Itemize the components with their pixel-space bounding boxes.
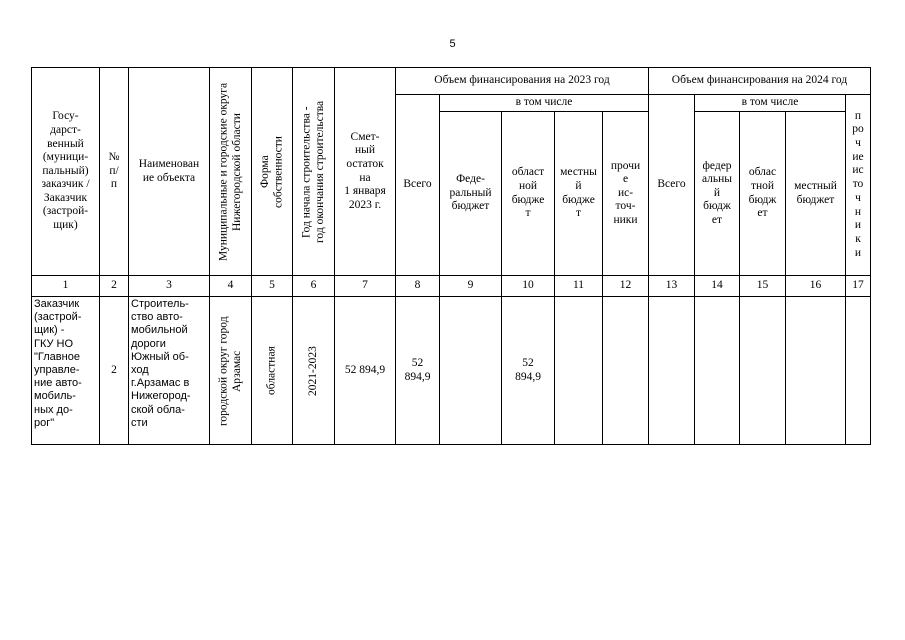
header-total-2024: Всего [649, 95, 695, 276]
col-number: 17 [846, 276, 871, 297]
col-number: 9 [440, 276, 502, 297]
col-number: 7 [335, 276, 396, 297]
cell-regional-2023: 52 894,9 [502, 297, 555, 445]
header-local-2024: местный бюджет [786, 112, 846, 276]
cell-federal-2024 [695, 297, 740, 445]
cell-total-2024 [649, 297, 695, 445]
header-regional-2024: облас тной бюдж ет [740, 112, 786, 276]
col-number: 1 [32, 276, 100, 297]
cell-regional-2024 [740, 297, 786, 445]
cell-local-2023 [555, 297, 603, 445]
header-federal-2024: федер альны й бюдж ет [695, 112, 740, 276]
financing-table [31, 67, 871, 445]
col-number: 12 [603, 276, 649, 297]
col-number: 3 [129, 276, 210, 297]
col-number: 11 [555, 276, 603, 297]
col-number: 2 [100, 276, 129, 297]
header-municipality: Муниципальные и городские округа Нижегородской области [210, 68, 252, 276]
header-object-name: Наименован ие объекта [129, 68, 210, 276]
header-estimate: Смет- ный остаток на 1 января 2023 г. [335, 68, 396, 276]
header-number: № п/ п [100, 68, 129, 276]
header-regional-2023: област ной бюдже т [502, 112, 555, 276]
cell-federal-2023 [440, 297, 502, 445]
table-row [32, 297, 871, 445]
cell-local-2024 [786, 297, 846, 445]
col-number: 6 [293, 276, 335, 297]
header-federal-2023: Феде- ральный бюджет [440, 112, 502, 276]
header-fin-2023: Объем финансирования на 2023 год [396, 68, 649, 95]
col-number: 4 [210, 276, 252, 297]
cell-other-2024 [846, 297, 871, 445]
col-number: 15 [740, 276, 786, 297]
header-other-2024: п ро ч ие ис то ч н и к и [846, 95, 871, 276]
col-number: 13 [649, 276, 695, 297]
header-other-2023: прочи е ис- точ- ники [603, 112, 649, 276]
col-number: 8 [396, 276, 440, 297]
header-local-2023: местны й бюдже т [555, 112, 603, 276]
cell-number: 2 [100, 297, 129, 445]
col-number: 5 [252, 276, 293, 297]
col-number: 14 [695, 276, 740, 297]
cell-ownership: областная [252, 297, 293, 445]
cell-customer: Заказчик (застрой- щик) - ГКУ НО "Главное управле- ние авто- мобиль- ных до- рог" [32, 297, 100, 445]
page-number: 5 [449, 38, 456, 50]
cell-other-2023 [603, 297, 649, 445]
header-ownership: Форма собственности [252, 68, 293, 276]
header-fin-2024: Объем финансирования на 2024 год [649, 68, 871, 95]
cell-total-2023: 52 894,9 [396, 297, 440, 445]
col-number: 10 [502, 276, 555, 297]
cell-years: 2021-2023 [293, 297, 335, 445]
header-years: Год начала строительства - год окончания строительства [293, 68, 335, 276]
header-including-2024: в том числе [695, 95, 846, 112]
header-including-2023: в том числе [440, 95, 649, 112]
cell-estimate-remainder: 52 894,9 [335, 297, 396, 445]
cell-object: Строитель- ство авто- мобильной дороги Южный об- ход г.Арзамас в Нижегород- ской обла- сти [129, 297, 210, 445]
header-customer: Госу- дарст- венный (муници- пальный) заказчик / Заказчик (застрой- щик) [32, 68, 100, 276]
header-total-2023: Всего [396, 95, 440, 276]
col-number: 16 [786, 276, 846, 297]
cell-municipality: городской округ город Арзамас [210, 297, 252, 445]
